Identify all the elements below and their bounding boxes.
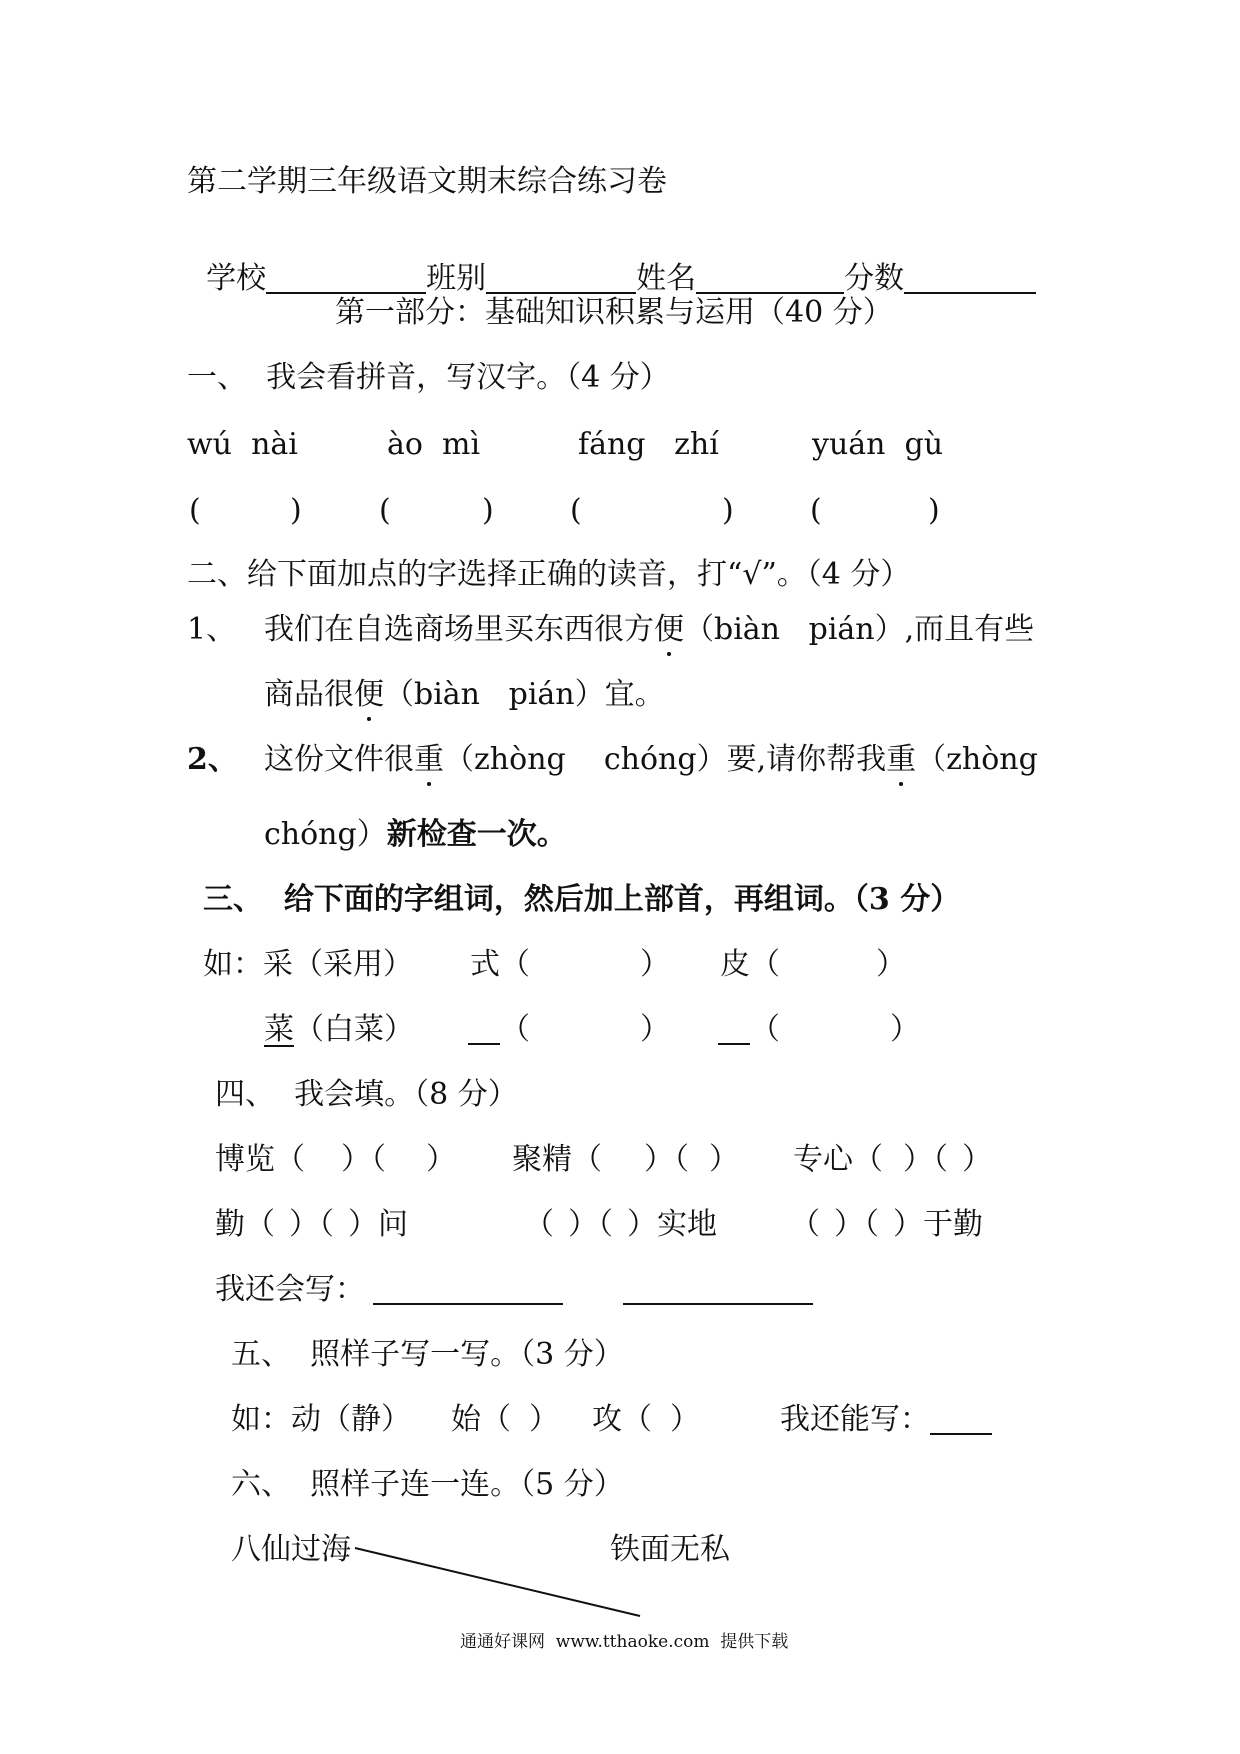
q1-pinyin-1: wú nài <box>187 427 298 462</box>
q3-item-1[interactable]: 式（ <box>470 947 530 982</box>
school-label: 学校 <box>206 261 267 296</box>
q3-item-2-close: ） <box>876 947 906 982</box>
q2-heading: 二、给下面加点的字选择正确的读音，打“√”。（4 分） <box>187 557 911 592</box>
q2-item2-options-1[interactable]: （zhòng chóng）要,请你帮我 <box>444 742 887 777</box>
q1-answer-1-close: ) <box>290 493 302 528</box>
q4-idiom-4[interactable]: 勤（ ）（ ）问 <box>215 1207 408 1242</box>
q6-left-item-1[interactable]: 八仙过海 <box>231 1532 351 1567</box>
q4-heading: 四、 我会填。（8 分） <box>215 1077 518 1112</box>
q2-item1-line1: 我们在自选商场里买东西很方便（biàn pián）,而且有些 <box>264 612 1035 647</box>
q1-answer-4-open[interactable]: ( <box>810 493 822 528</box>
q4-idiom-1[interactable]: 博览（ ）（ ） <box>215 1142 456 1177</box>
part1-heading: 第一部分：基础知识积累与运用（40 分） <box>335 295 893 330</box>
page-title: 第二学期三年级语文期末综合练习卷 <box>187 164 667 199</box>
q3-example-1: 如：采（采用） <box>203 947 413 982</box>
q1-answer-2-close: ) <box>482 493 494 528</box>
q3-radical-2-close: ） <box>890 1012 920 1047</box>
q2-item2-number: 2、 <box>187 742 238 777</box>
q2-item2-line1: 这份文件很重（zhòng chóng）要,请你帮我重（zhòng <box>264 742 1038 777</box>
q5-item-2[interactable]: 攻（ ） <box>592 1402 700 1437</box>
q3-radical-blank-2[interactable]: （ <box>718 1015 780 1045</box>
q2-item1-number: 1、 <box>187 612 237 647</box>
q1-pinyin-4: yuán gù <box>812 427 944 462</box>
q5-example: 如：动（静） <box>231 1402 411 1437</box>
dotted-char: 重 <box>414 742 444 777</box>
q3-item-1-close: ） <box>640 947 670 982</box>
q3-radical-blank-1[interactable]: （ <box>468 1015 530 1045</box>
q2-item1-line2: 商品很便（biàn pián）宜。 <box>264 677 665 712</box>
q1-answer-1-open[interactable]: ( <box>189 493 201 528</box>
q3-item-2[interactable]: 皮（ <box>720 947 780 982</box>
q5-item-1[interactable]: 始（ ） <box>451 1402 559 1437</box>
q1-answer-3-close: ) <box>722 493 734 528</box>
q3-heading: 三、 给下面的字组词，然后加上部首，再组词。（3 分） <box>203 882 961 917</box>
q4-idiom-5[interactable]: （ ）（ ）实地 <box>524 1207 717 1242</box>
dotted-char: 便 <box>654 612 684 647</box>
q2-item2-line2: chóng）新检查一次。 <box>264 817 567 852</box>
q4-idiom-6[interactable]: （ ）（ ）于勤 <box>790 1207 983 1242</box>
q1-answer-4-close: ) <box>928 493 940 528</box>
q1-pinyin-2: ào mì <box>387 427 481 462</box>
q4-idiom-3[interactable]: 专心（ ）（ ） <box>793 1142 992 1177</box>
score-label: 分数 <box>844 261 905 296</box>
q4-write-more: 我还会写： <box>215 1275 813 1305</box>
page-footer: 通通好课网 www.tthaoke.com 提供下载 <box>460 1632 789 1652</box>
q1-answer-3-open[interactable]: ( <box>570 493 582 528</box>
q1-pinyin-3: fáng zhí <box>578 427 719 462</box>
q5-write-more: 我还能写： <box>780 1405 992 1435</box>
q3-example-2: 菜（白菜） <box>264 1012 414 1047</box>
class-label: 班别 <box>426 261 487 296</box>
dotted-char: 重 <box>886 742 917 777</box>
q1-heading: 一、 我会看拼音，写汉字。（4 分） <box>187 360 670 395</box>
q6-right-item-1[interactable]: 铁面无私 <box>610 1532 730 1567</box>
dotted-char: 便 <box>354 677 384 712</box>
q5-heading: 五、 照样子写一写。（3 分） <box>231 1337 624 1372</box>
q6-heading: 六、 照样子连一连。（5 分） <box>231 1467 624 1502</box>
name-label: 姓名 <box>636 261 697 296</box>
q2-item2-options-2[interactable]: （zhòng <box>916 742 1038 777</box>
q3-radical-1-close: ） <box>640 1012 670 1047</box>
q4-idiom-2[interactable]: 聚精（ ）（ ） <box>512 1142 739 1177</box>
q2-item1-options-1[interactable]: （biàn pián）,而且有些 <box>684 612 1035 647</box>
q2-item1-options-2[interactable]: （biàn pián）宜。 <box>384 677 665 712</box>
q1-answer-2-open[interactable]: ( <box>379 493 391 528</box>
